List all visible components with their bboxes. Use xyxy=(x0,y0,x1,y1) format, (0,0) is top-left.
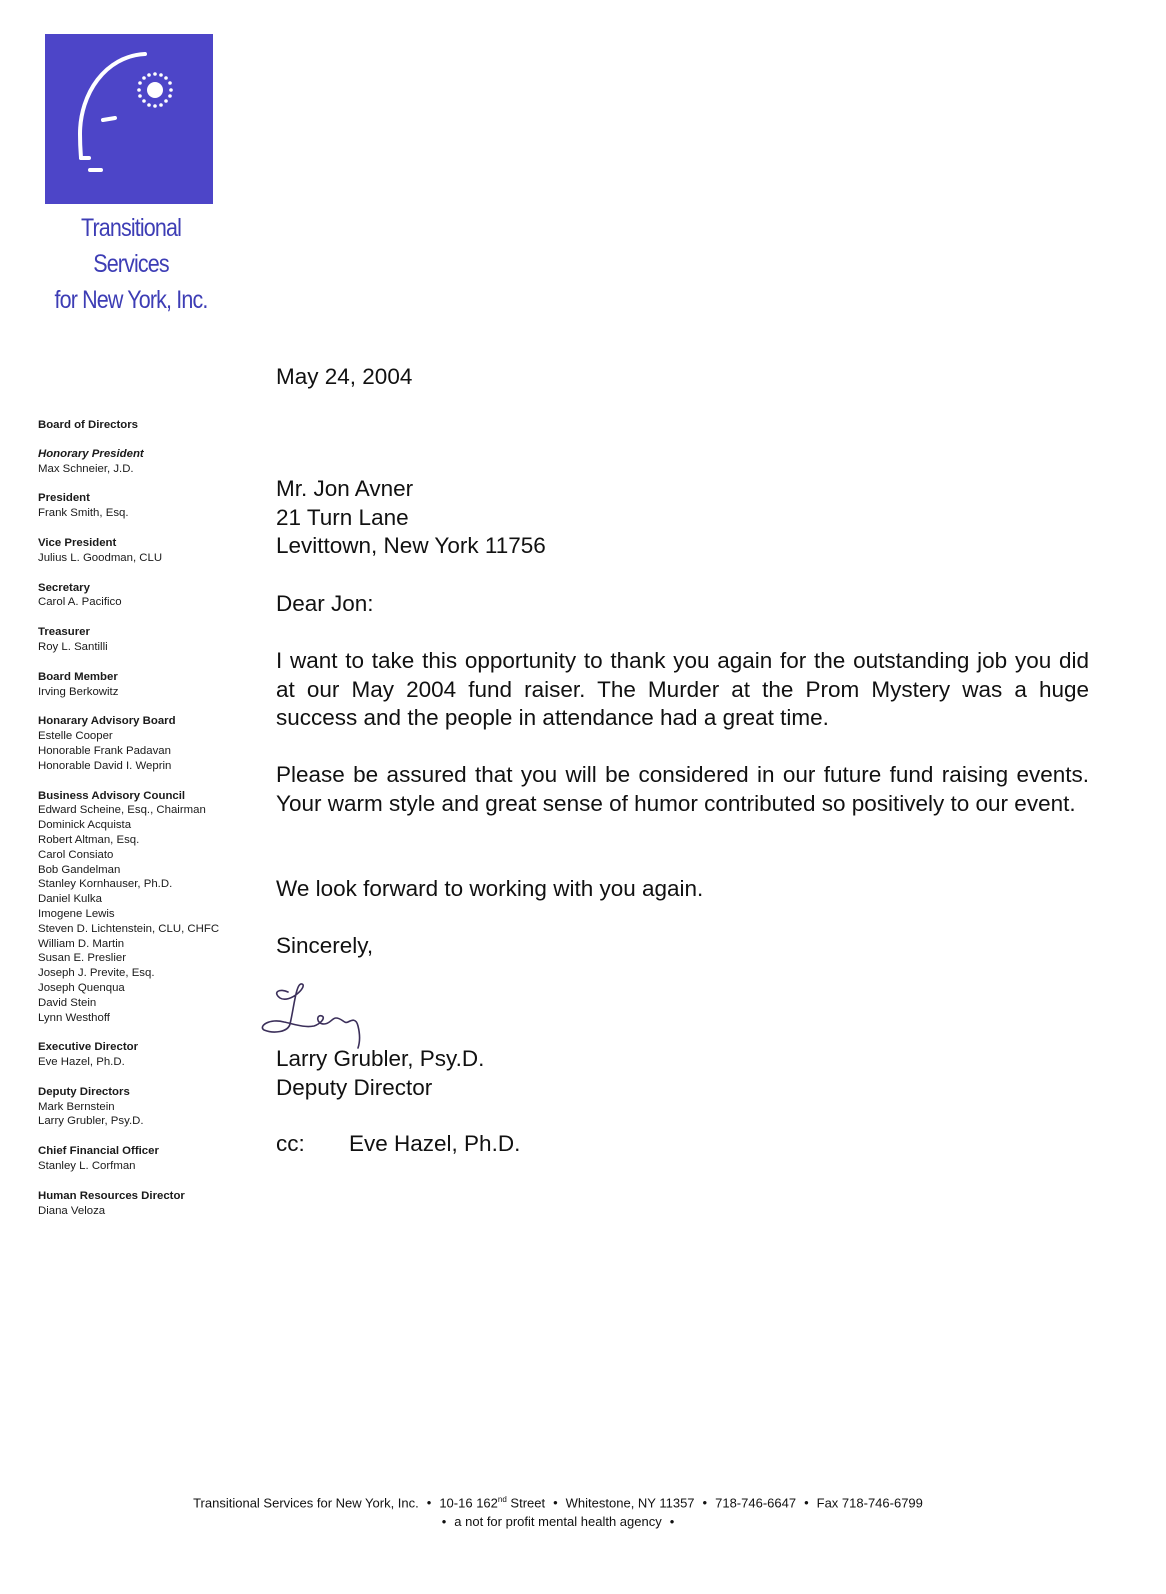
signer-name: Larry Grubler, Psy.D. xyxy=(276,1046,485,1071)
board-member: Honorable Frank Padavan xyxy=(38,744,171,757)
board-group-heading: Human Resources Director xyxy=(38,1189,185,1202)
board-member: David Stein xyxy=(38,996,97,1009)
footer-street-name: Street xyxy=(506,1495,546,1511)
handwritten-signature xyxy=(260,978,380,1053)
board-group-heading: Secretary xyxy=(38,581,90,594)
board-group xyxy=(38,789,258,1026)
board-member: Robert Altman, Esq. xyxy=(38,833,140,846)
board-group xyxy=(38,1189,258,1219)
board-group-heading: Honarary Advisory Board xyxy=(38,715,176,728)
footer-bullet: • xyxy=(804,1495,809,1511)
letter-date: May 24, 2004 xyxy=(276,364,413,389)
board-group-heading: Chief Financial Officer xyxy=(38,1145,159,1158)
signer-title: Deputy Director xyxy=(276,1074,433,1100)
face-with-sun-logo-icon xyxy=(45,34,213,204)
board-member: Susan E. Preslier xyxy=(38,952,126,965)
paragraph-1: I want to take this opportunity to thank you again for the outstanding job you did at our May 2004 fund raiser. The Murder at the Prom Mystery was a huge success and the people in attendance had a great time. xyxy=(276,648,1089,731)
board-member: Daniel Kulka xyxy=(38,893,102,906)
organization-name-line1: Transitional Services xyxy=(80,214,182,278)
paragraph-2: Please be assured that you will be considered in our future fund raising events. Your warm style and great sense of humor contributed so positively to our event. xyxy=(276,762,1089,816)
closing: Sincerely, xyxy=(276,933,374,958)
board-group xyxy=(38,1085,258,1129)
board-member: Edward Scheine, Esq., Chairman xyxy=(38,804,206,817)
footer-org: Transitional Services for New York, Inc. xyxy=(193,1495,419,1511)
board-member: Honorable David I. Weprin xyxy=(38,759,172,772)
footer-phone: 718-746-6647 xyxy=(715,1495,797,1511)
organization-name xyxy=(49,210,212,318)
board-member: Joseph Quenqua xyxy=(38,981,125,994)
board-group xyxy=(38,447,258,477)
footer-address-line xyxy=(0,1490,1116,1512)
board-group-heading: President xyxy=(38,492,90,505)
board-member: Bob Gandelman xyxy=(38,863,121,876)
cc-line xyxy=(276,1130,520,1159)
board-member: Diana Veloza xyxy=(38,1204,106,1217)
board-member: Estelle Cooper xyxy=(38,730,113,743)
board-group-heading: Treasurer xyxy=(38,626,90,639)
footer-city: Whitestone, NY 11357 xyxy=(565,1495,695,1511)
letterhead-footer xyxy=(0,1490,1116,1531)
footer-bullet: • xyxy=(441,1514,447,1530)
footer-bullet: • xyxy=(702,1495,708,1511)
board-group xyxy=(38,536,258,566)
board-member: Larry Grubler, Psy.D. xyxy=(38,1115,144,1128)
board-member: Imogene Lewis xyxy=(38,907,115,920)
footer-tagline-line xyxy=(0,1512,1116,1531)
board-group-heading: Executive Director xyxy=(38,1041,139,1054)
board-group xyxy=(38,714,258,773)
board-member: Eve Hazel, Ph.D. xyxy=(38,1056,125,1069)
board-member: Stanley Kornhauser, Ph.D. xyxy=(38,878,173,891)
board-member: William D. Martin xyxy=(38,937,125,950)
board-member: Lynn Westhoff xyxy=(38,1011,110,1024)
recipient-name: Mr. Jon Avner xyxy=(276,476,414,501)
board-title: Board of Directors xyxy=(38,419,139,431)
board-group xyxy=(38,1040,258,1070)
board-member: Irving Berkowitz xyxy=(38,685,119,698)
board-group-heading: Honorary President xyxy=(38,447,144,460)
salutation: Dear Jon: xyxy=(276,591,374,616)
footer-fax: Fax 718-746-6799 xyxy=(816,1495,923,1511)
board-member: Mark Bernstein xyxy=(38,1100,115,1113)
board-group-heading: Board Member xyxy=(38,670,118,683)
footer-bullet: • xyxy=(426,1495,432,1511)
board-member: Frank Smith, Esq. xyxy=(38,507,129,520)
board-group xyxy=(38,670,258,700)
board-member: Carol Consiato xyxy=(38,848,114,861)
board-group xyxy=(38,581,258,611)
organization-logo xyxy=(45,34,213,204)
board-member: Dominick Acquista xyxy=(38,819,132,832)
board-sidebar xyxy=(38,418,258,1233)
recipient-address xyxy=(276,475,546,561)
board-member: Joseph J. Previte, Esq. xyxy=(38,967,155,980)
footer-bullet: • xyxy=(553,1495,558,1511)
board-group xyxy=(38,491,258,521)
board-group xyxy=(38,625,258,655)
cc-label: cc: xyxy=(276,1131,305,1156)
board-group-heading: Deputy Directors xyxy=(38,1085,130,1098)
footer-bullet: • xyxy=(669,1514,675,1530)
board-group-heading: Vice President xyxy=(38,536,117,549)
cc-name: Eve Hazel, Ph.D. xyxy=(349,1131,521,1156)
footer-street-suffix: nd xyxy=(497,1495,507,1504)
board-group xyxy=(38,1144,258,1174)
recipient-city: Levittown, New York 11756 xyxy=(276,533,546,559)
footer-street-number: 10-16 162 xyxy=(439,1495,498,1511)
board-member: Max Schneier, J.D. xyxy=(38,462,134,475)
recipient-street: 21 Turn Lane xyxy=(276,504,409,530)
board-member: Stanley L. Corfman xyxy=(38,1160,136,1173)
board-member: Steven D. Lichtenstein, CLU, CHFC xyxy=(38,922,220,935)
board-member: Carol A. Pacifico xyxy=(38,596,122,609)
organization-name-line2: for New York, Inc. xyxy=(54,286,208,314)
footer-tagline: a not for profit mental health agency xyxy=(454,1514,662,1530)
board-member: Roy L. Santilli xyxy=(38,640,108,653)
paragraph-3: We look forward to working with you again. xyxy=(276,876,704,901)
board-group-heading: Business Advisory Council xyxy=(38,789,186,802)
board-member: Julius L. Goodman, CLU xyxy=(38,551,163,564)
signer-block xyxy=(276,1045,484,1102)
